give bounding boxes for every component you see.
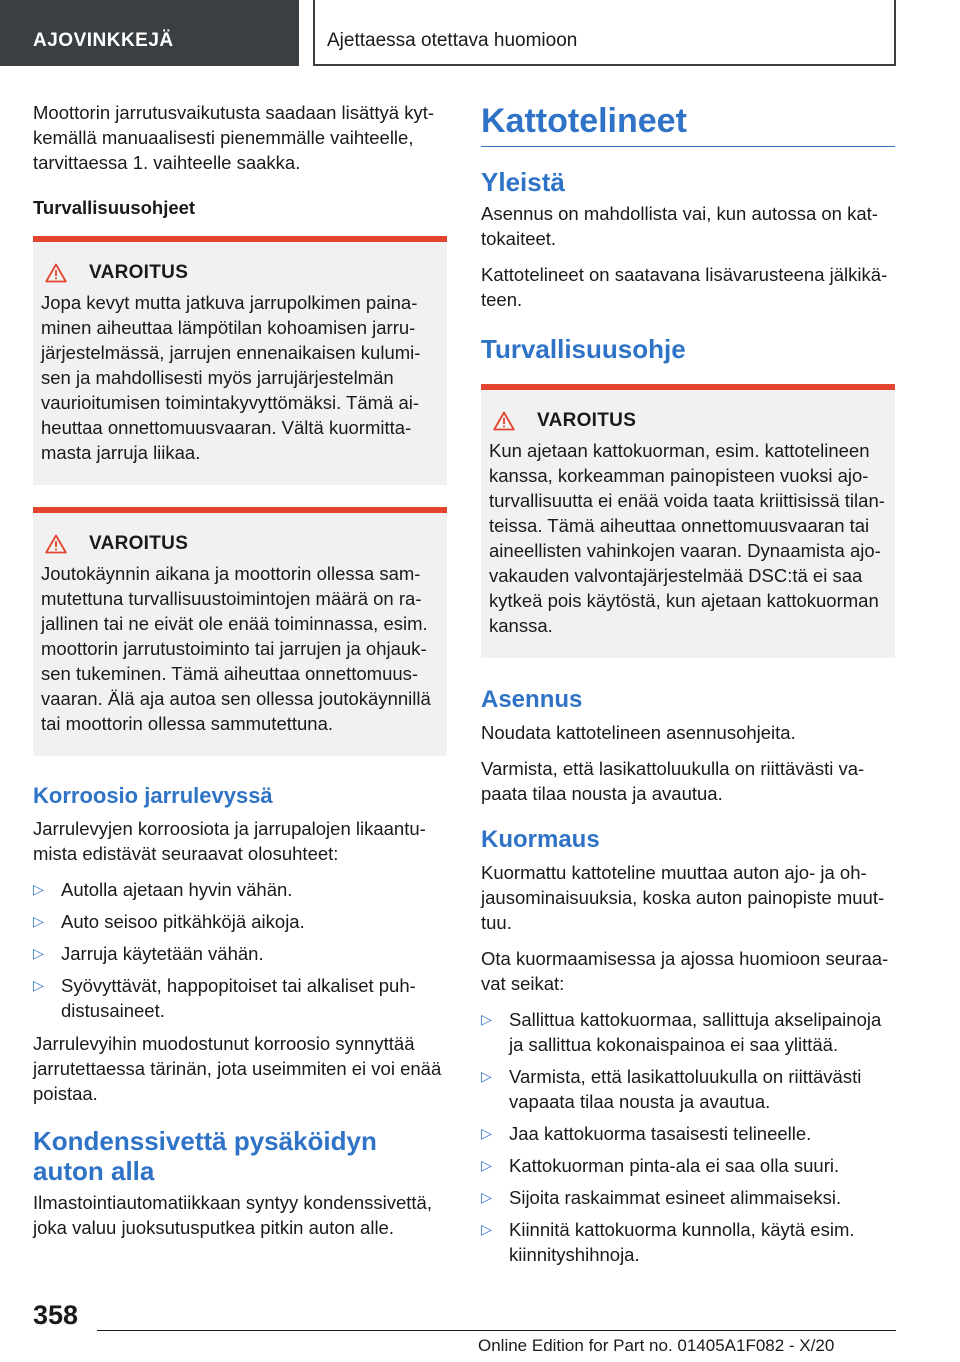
list-item: ▷ Jaa kattokuorma tasaisesti telineelle. [481, 1123, 812, 1144]
footer-divider [97, 1330, 896, 1331]
install-p1: Noudata kattotelineen asennusohjeita. [481, 722, 796, 743]
condensation-text: Ilmastointiautomatiikkaan syntyy kondenssivettä, joka valuu juoksutusputkea pitkin auton alle. [33, 1192, 432, 1238]
warning-text: Kun ajetaan kattokuorman, esim. kattotelineen kanssa, korkeamman painopisteen vuoksi ajoturvallisuutta ei enää voida taata kriittisissä tilanteissa. Tämä aiheuttaa onnettomuusvaaran tai aineellisten vahinkojen vaaran. Dynaamista ajovakauden valvontajärjestelmää DSC:tä ei saa kytkeä pois käytöstä, kun ajetaan kattokuorman kanssa. [489, 440, 885, 636]
corrosion-outro: Jarrulevyihin muodostunut korroosio synnyttää jarrutettaessa tärinän, jota useimmiten ei voi enää poistaa. [33, 1033, 442, 1104]
warning-box [33, 507, 447, 756]
bullet-triangle-icon: ▷ [481, 1068, 492, 1084]
general-p1: Asennus on mahdollista vai, kun autossa on kattokaiteet. [481, 203, 878, 249]
bullet-triangle-icon: ▷ [481, 1011, 492, 1027]
list-item: ▷ Varmista, että lasikattoluukulla on riittävästi vapaata tilaa nousta ja avautua. [481, 1066, 862, 1112]
left-column [33, 100, 447, 1251]
loading-list [481, 1007, 895, 1267]
condensation-heading: Kondenssivettä pysäköidyn auton alla [33, 1126, 377, 1186]
bullet-triangle-icon: ▷ [33, 945, 44, 961]
list-item: ▷ Sijoita raskaimmat esineet alimmaiseksi. [481, 1187, 842, 1208]
list-item: ▷ Jarruja käytetään vähän. [33, 943, 264, 964]
warning-text: Joutokäynnin aikana ja moottorin ollessa sammutettuna turvallisuustoimintojen määrä on rajallinen tai ne eivät ole enää toiminnassa, esim. moottorin jarrutustoiminto tai jarrujen ja ohjauksen tukeminen. Tämä aiheuttaa onnettomuusvaaran. Älä aja autoa sen ollessa joutokäynnillä tai moottorin ollessa sammutettuna. [41, 563, 431, 734]
right-column [481, 100, 895, 1275]
list-item: ▷ Autolla ajetaan hyvin vähän. [33, 879, 293, 900]
corrosion-heading: Korroosio jarrulevyssä [33, 783, 273, 808]
list-item: ▷ Kiinnitä kattokuorma kunnolla, käytä esim. kiinnityshihnoja. [481, 1219, 855, 1265]
safety-heading: Turvallisuusohjeet [33, 197, 196, 218]
warning-text: Jopa kevyt mutta jatkuva jarrupolkimen painaminen aiheuttaa lämpötilan kohoamisen jarrujärjestelmässä, jarrujen ennenaikaisen kulumisen ja mahdollisesti myös jarrujärjestelmän vaurioitumisen toimintakyvyttömäksi. Tämä aiheuttaa onnettomuusvaaran. Vältä kuormittamasta jarruja liikaa. [41, 292, 421, 463]
warning-triangle-icon [493, 411, 515, 431]
bullet-triangle-icon: ▷ [481, 1157, 492, 1173]
loading-p1: Kuormattu kattoteline muuttaa auton ajo- ja ohjausominaisuuksia, koska auton painopiste muuttuu. [481, 862, 885, 933]
install-p2: Varmista, että lasikattoluukulla on riittävästi vapaata tilaa nousta ja avautua. [481, 758, 865, 804]
edition-text: Online Edition for Part no. 01405A1F082 - X/20 [478, 1336, 835, 1355]
chapter-title: Ajettaessa otettava huomioon [313, 0, 896, 66]
page-number: 358 [33, 1300, 79, 1330]
warning-label: VAROITUS [89, 533, 189, 554]
general-p2: Kattotelineet on saatavana lisävarusteena jälkikäteen. [481, 264, 888, 310]
general-heading: Yleistä [481, 167, 565, 197]
warning-box [481, 384, 895, 658]
warning-triangle-icon [45, 534, 67, 554]
bullet-triangle-icon: ▷ [33, 881, 44, 897]
list-item: ▷ Auto seisoo pitkähköjä aikoja. [33, 911, 305, 932]
safety-note-heading: Turvallisuusohje [481, 334, 686, 364]
section-tab: AJOVINKKEJÄ [0, 0, 299, 66]
warning-triangle-icon [45, 263, 67, 283]
corrosion-list [33, 877, 447, 1023]
warning-label: VAROITUS [537, 410, 637, 431]
list-item: ▷ Sallittua kattokuormaa, sallittuja akselipainoja ja sallittua kokonaispainoa ei saa ylittää. [481, 1009, 882, 1055]
bullet-triangle-icon: ▷ [481, 1189, 492, 1205]
install-heading: Asennus [481, 686, 583, 713]
warning-label: VAROITUS [89, 262, 189, 283]
warning-box [33, 236, 447, 485]
loading-heading: Kuormaus [481, 826, 600, 853]
page-header [0, 0, 960, 66]
section-title: Kattotelineet [481, 100, 895, 147]
list-item: ▷ Kattokuorman pinta-ala ei saa olla suuri. [481, 1155, 840, 1176]
bullet-triangle-icon: ▷ [481, 1125, 492, 1141]
list-item: ▷ Syövyttävät, happopitoiset tai alkaliset puhdistusaineet. [33, 975, 416, 1021]
corrosion-intro: Jarrulevyjen korroosiota ja jarrupalojen likaantumista edistävät seuraavat olosuhteet: [33, 818, 426, 864]
bullet-triangle-icon: ▷ [33, 977, 44, 993]
loading-p2: Ota kuormaamisessa ja ajossa huomioon seuraavat seikat: [481, 948, 889, 994]
intro-paragraph: Moottorin jarrutusvaikutusta saadaan lisättyä kytkemällä manuaalisesti pienemmälle vaihteelle, tarvittaessa 1. vaihteelle saakka. [33, 102, 435, 173]
bullet-triangle-icon: ▷ [33, 913, 44, 929]
bullet-triangle-icon: ▷ [481, 1221, 492, 1237]
